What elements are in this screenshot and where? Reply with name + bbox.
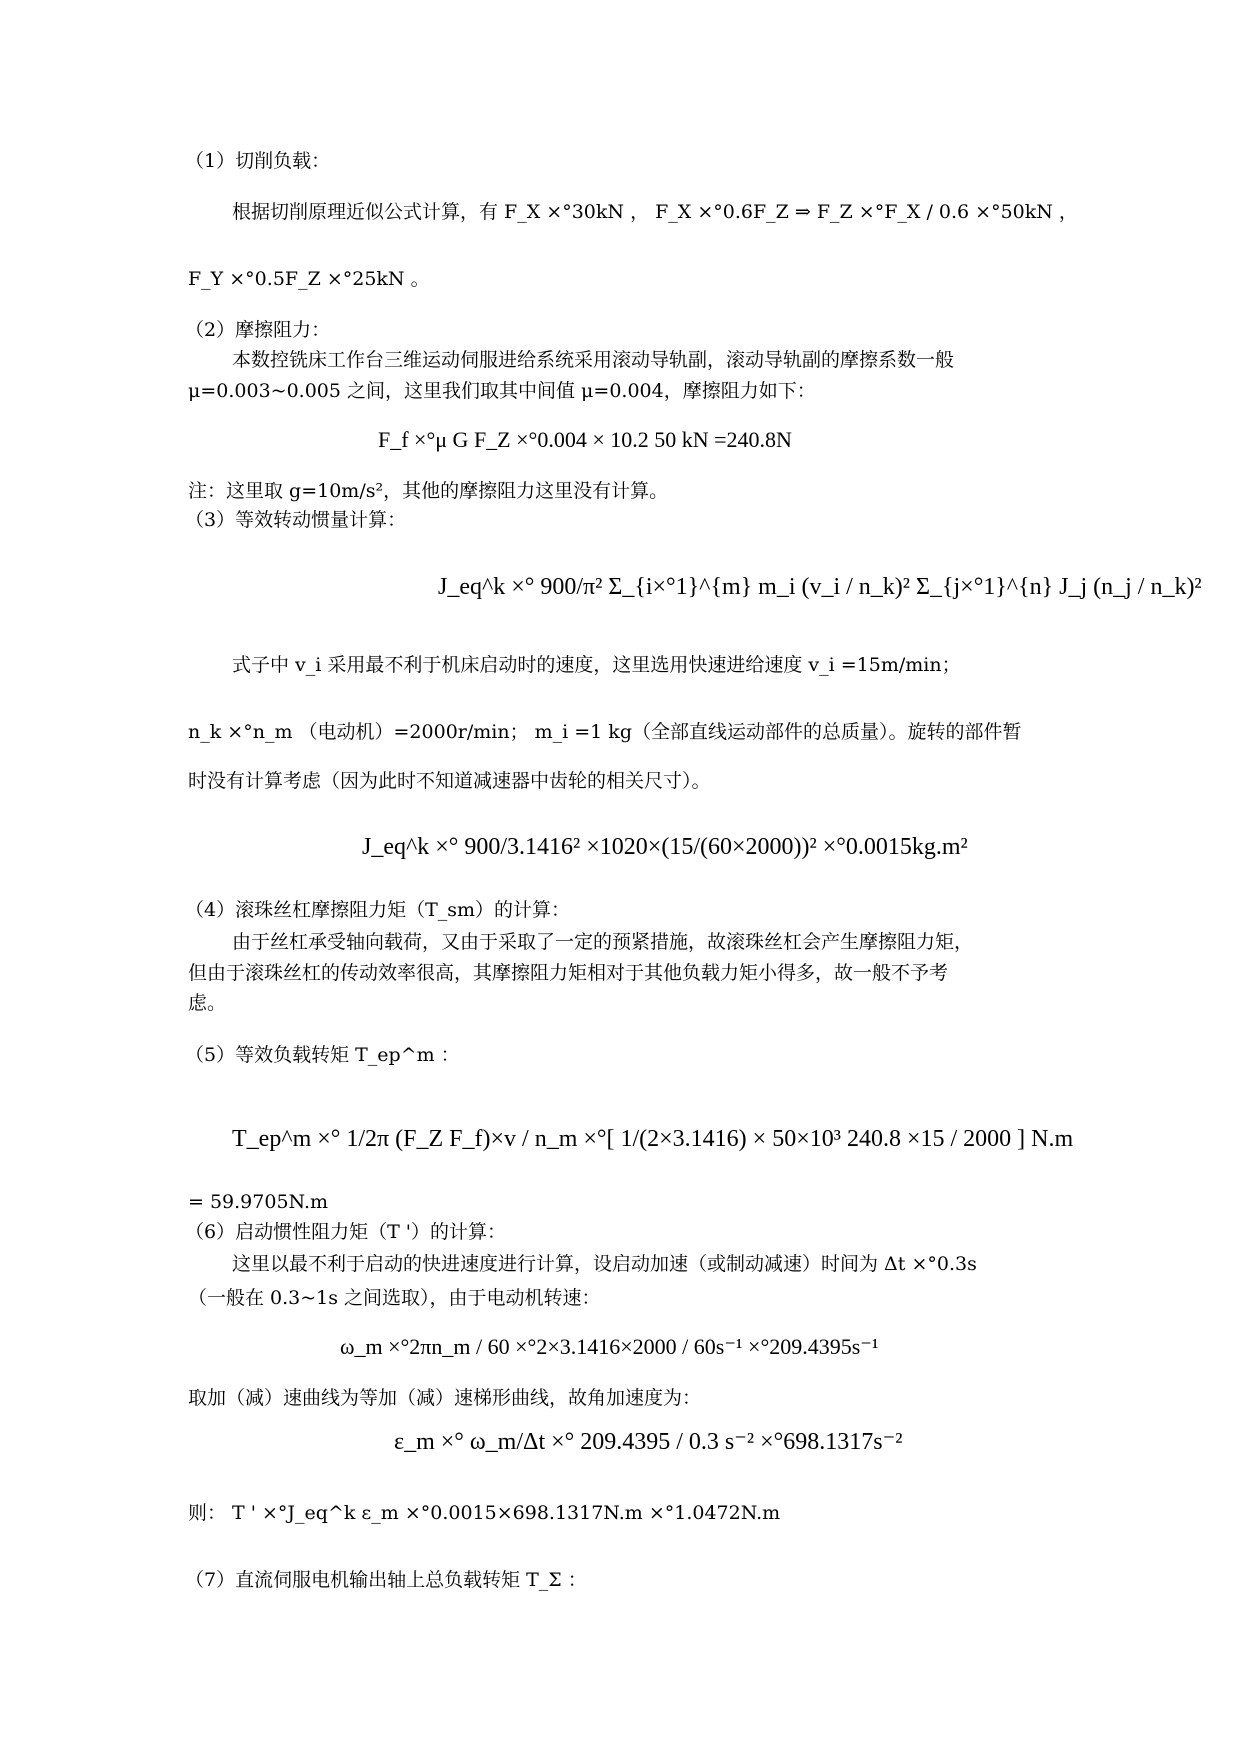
section-heading-total-torque: （7）直流伺服电机输出轴上总负载转矩 T_Σ ：	[185, 1569, 587, 1591]
paragraph-cutting-formula: 根据切削原理近似公式计算，有 F_X ×°30kN ， F_X ×°0.6F_Z ⇒ F_Z ×°F_X / 0.6 ×°50kN ，	[232, 201, 1078, 223]
paragraph-friction: 本数控铣床工作台三维运动伺服进给系统采用滚动导轨副，滚动导轨副的摩擦系数一般	[232, 349, 955, 371]
section-heading-start-inertia: （6）启动惯性阻力矩（T '）的计算：	[185, 1221, 507, 1243]
paragraph-inertia: 式子中 v_i 采用最不利于机床启动时的速度，这里选用快速进给速度 v_i =15m/min；	[232, 654, 961, 676]
paragraph-ballscrew-cont: 但由于滚珠丝杠的传动效率很高，其摩擦阻力矩相对于其他负载力矩小得多，故一般不予考	[188, 962, 949, 984]
equation-angular-accel: ε_m ×° ω_m/Δt ×° 209.4395 / 0.3 s⁻² ×°698.1317s⁻²	[394, 1429, 903, 1455]
note-gravity: 注：这里取 g=10m/s²，其他的摩擦阻力这里没有计算。	[188, 480, 669, 502]
section-heading-ballscrew: （4）滚珠丝杠摩擦阻力矩（T_sm）的计算：	[185, 899, 571, 921]
section-heading-inertia: （3）等效转动惯量计算：	[185, 509, 407, 531]
result-start-torque: 则： T ' ×°J_eq^k ε_m ×°0.0015×698.1317N.m ×°1.0472N.m	[188, 1502, 781, 1524]
section-heading-friction: （2）摩擦阻力：	[185, 319, 331, 341]
equation-load-torque: T_ep^m ×° 1/2π (F_Z F_f)×v / n_m ×°[ 1/(2×3.1416) × 50×10³ 240.8 ×15 / 2000 ] N.m	[232, 1126, 1074, 1152]
equation-friction: F_f ×°μ G F_Z ×°0.004 × 10.2 50 kN =240.8N	[378, 427, 792, 452]
paragraph-inertia-cont2: 时没有计算考虑（因为此时不知道减速器中齿轮的相关尺寸）。	[188, 770, 711, 792]
paragraph-inertia-cont: n_k ×°n_m （电动机）=2000r/min； m_i =1 kg（全部直线运动部件的总质量）。旋转的部件暂	[188, 721, 1022, 743]
paragraph-ballscrew: 由于丝杠承受轴向载荷，又由于采取了一定的预紧措施，故滚珠丝杠会产生摩擦阻力矩，	[232, 931, 974, 953]
paragraph-ballscrew-cont2: 虑。	[188, 992, 227, 1014]
result-load-torque: = 59.9705N.m	[188, 1191, 328, 1213]
paragraph-cutting-formula-cont: F_Y ×°0.5F_Z ×°25kN 。	[188, 268, 430, 290]
equation-angular-speed: ω_m ×°2πn_m / 60 ×°2×3.1416×2000 / 60s⁻¹ ×°209.4395s⁻¹	[340, 1334, 879, 1359]
paragraph-accel-curve: 取加（减）速曲线为等加（减）速梯形曲线，故角加速度为：	[188, 1387, 702, 1409]
section-heading-load-torque: （5）等效负载转矩 T_ep^m ：	[185, 1044, 460, 1066]
equation-inertia-value: J_eq^k ×° 900/3.1416² ×1020×(15/(60×2000))² ×°0.0015kg.m²	[362, 834, 968, 860]
equation-inertia-general: J_eq^k ×° 900/π² Σ_{i×°1}^{m} m_i (v_i / n_k)² Σ_{j×°1}^{n} J_j (n_j / n_k)²	[438, 574, 1202, 600]
paragraph-start-inertia: 这里以最不利于启动的快进速度进行计算，设启动加速（或制动减速）时间为 Δt ×°0.3s	[232, 1253, 977, 1275]
section-heading-cutting-load: （1）切削负载：	[185, 150, 331, 172]
paragraph-start-inertia-cont: （一般在 0.3~1s 之间选取），由于电动机转速：	[188, 1287, 601, 1309]
paragraph-friction-cont: μ=0.003~0.005 之间，这里我们取其中间值 μ=0.004，摩擦阻力如下：	[188, 380, 816, 402]
